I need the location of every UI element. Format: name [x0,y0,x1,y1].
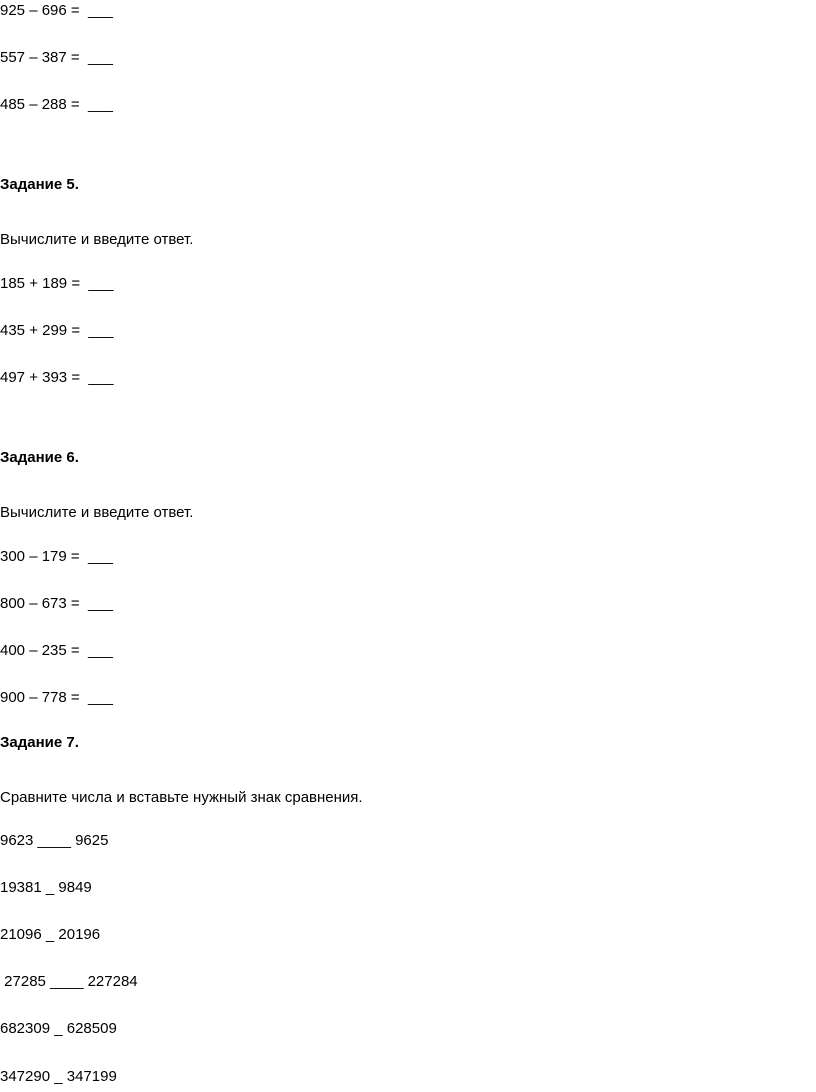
task-instruction: Вычислите и введите ответ. [0,504,194,521]
task-instruction: Сравните числа и вставьте нужный знак сравнения. [0,789,363,806]
exercise-line: 485 – 288 = ___ [0,96,114,113]
exercise-line: 300 – 179 = ___ [0,548,114,565]
exercise-line: 21096 _ 20196 [0,926,101,943]
exercise-line: 557 – 387 = ___ [0,49,114,66]
task-heading: Задание 5. [0,176,79,193]
exercise-line: 9623 ____ 9625 [0,832,109,849]
exercise-line: 682309 _ 628509 [0,1020,117,1037]
exercise-line: 497 + 393 = ___ [0,369,114,386]
task-heading: Задание 7. [0,734,79,751]
exercise-line: 435 + 299 = ___ [0,322,114,339]
exercise-line: 400 – 235 = ___ [0,642,114,659]
exercise-line: 19381 _ 9849 [0,879,92,896]
exercise-line: 800 – 673 = ___ [0,595,114,612]
exercise-line: 925 – 696 = ___ [0,2,114,19]
task-heading: Задание 6. [0,449,79,466]
exercise-line: 27285 ____ 227284 [0,973,138,990]
task-instruction: Вычислите и введите ответ. [0,231,194,248]
exercise-line: 900 – 778 = ___ [0,689,114,706]
exercise-line: 347290 _ 347199 [0,1068,117,1085]
exercise-line: 185 + 189 = ___ [0,275,114,292]
